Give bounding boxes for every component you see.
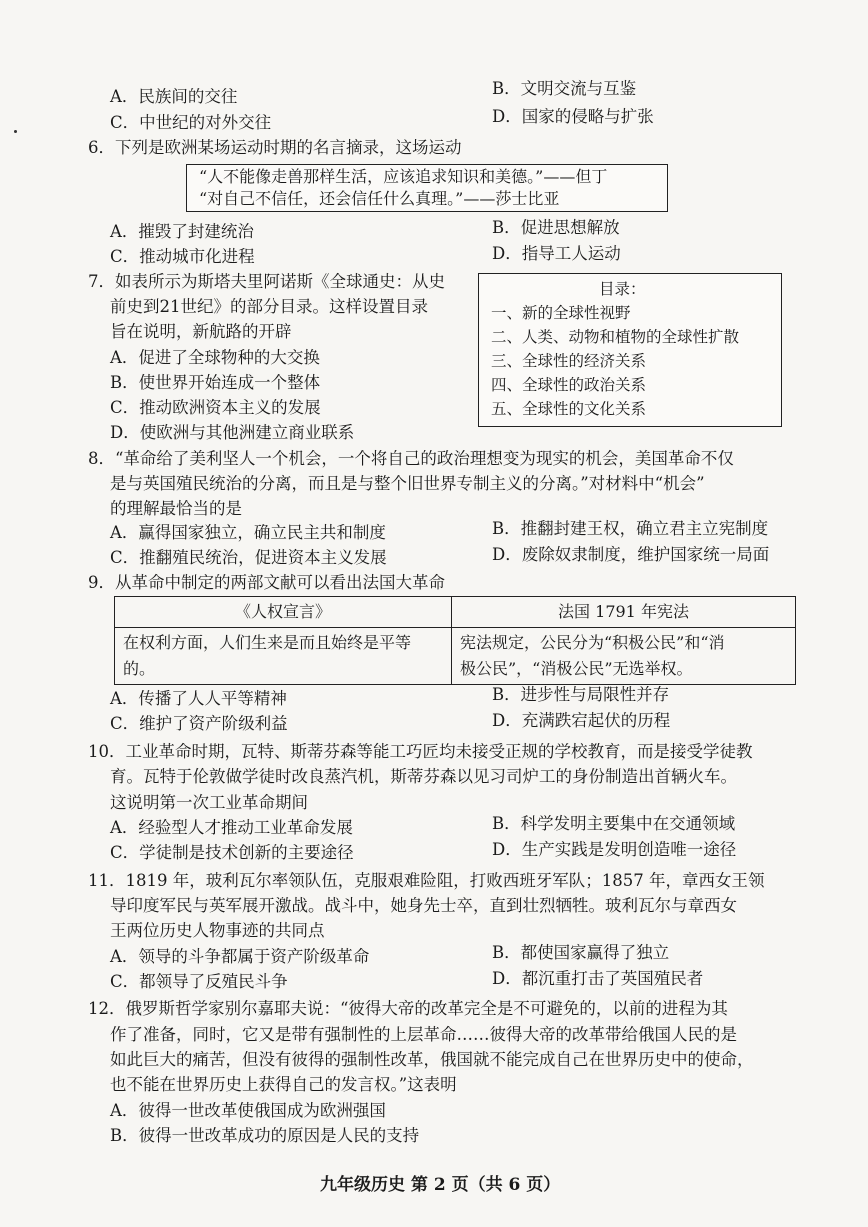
q7-stem-line2: 前史到21世纪》的部分目录。这样设置目录 <box>110 297 428 316</box>
q12-option-a: A．彼得一世改革使俄国成为欧洲强国 <box>110 1101 386 1120</box>
q8-option-d: D．废除奴隶制度，维护国家统一局面 <box>492 545 770 564</box>
q7-contents-item: 三、全球性的经济关系 <box>491 352 647 370</box>
q6-quote-shakespeare: “对自己不信任，还会信任什么真理。”——莎士比亚 <box>199 189 560 208</box>
q6-quote-dante: “人不能像走兽那样生活，应该追求知识和美德。”——但丁 <box>199 167 608 186</box>
q7-stem-line3: 旨在说明，新航路的开辟 <box>110 322 292 341</box>
q9-stem: 9．从革命中制定的两部文献可以看出法国大革命 <box>88 573 445 592</box>
q11-option-b: B．都使国家赢得了独立 <box>492 943 670 962</box>
scan-speck <box>14 130 17 133</box>
q7-option-b: B．使世界开始连成一个整体 <box>110 373 321 392</box>
q11-option-d: D．都沉重打击了英国殖民者 <box>492 969 704 988</box>
q5-option-d: D．国家的侵略与扩张 <box>492 107 654 126</box>
q10-option-b: B．科学发明主要集中在交通领域 <box>492 814 736 833</box>
table-row <box>115 628 796 685</box>
q6-option-c: C．推动城市化进程 <box>110 247 255 266</box>
q7-stem-line1: 7．如表所示为斯塔夫里阿诺斯《全球通史：从史 <box>88 272 445 291</box>
q6-quote-box <box>186 164 668 212</box>
q7-contents-item: 五、全球性的文化关系 <box>491 400 647 418</box>
table-row <box>115 597 796 628</box>
q9-option-b: B．进步性与局限性并存 <box>492 685 670 704</box>
q11-stem-line1: 11．1819 年，玻利瓦尔率领队伍，克服艰难险阻，打败西班牙军队；1857 年，章西女王领 <box>88 871 765 890</box>
q8-option-a: A．赢得国家独立，确立民主共和制度 <box>110 523 386 542</box>
q5-option-b: B．文明交流与互鉴 <box>492 79 637 98</box>
q9-col1-header: 《人权宣言》 <box>115 597 452 628</box>
q10-option-d: D．生产实践是发明创造唯一途径 <box>492 840 737 859</box>
q11-stem-line2: 导印度军民与英军展开激战。战斗中，她身先士卒，直到壮烈牺牲。玻利瓦尔与章西女 <box>110 896 737 915</box>
q9-col2-line2: 极公民”，“消极公民”无选举权。 <box>460 659 693 678</box>
q7-option-c: C．推动欧洲资本主义的发展 <box>110 398 321 417</box>
q8-stem-line2: 是与英国殖民统治的分离，而且是与整个旧世界专制主义的分离。”对材料中“机会” <box>110 474 705 493</box>
q12-stem-line1: 12．俄罗斯哲学家别尔嘉耶夫说：“彼得大帝的改革完全是不可避免的，以前的进程为其 <box>88 999 728 1018</box>
q10-stem-line3: 这说明第一次工业革命期间 <box>110 793 308 812</box>
q8-option-c: C．推翻殖民统治，促进资本主义发展 <box>110 548 387 567</box>
q9-option-a: A．传播了人人平等精神 <box>110 689 287 708</box>
q7-option-d: D．使欧洲与其他洲建立商业联系 <box>110 423 355 442</box>
q9-col1-cell <box>115 628 452 685</box>
q8-stem-line3: 的理解最恰当的是 <box>110 499 242 518</box>
page-footer: 九年级历史 第 2 页（共 6 页） <box>320 1175 561 1195</box>
q12-stem-line4: 也不能在世界历史上获得自己的发言权。”这表明 <box>110 1075 457 1094</box>
q7-contents-box <box>478 273 782 427</box>
q10-option-a: A．经验型人才推动工业革命发展 <box>110 818 353 837</box>
q11-stem-line3: 王两位历史人物事迹的共同点 <box>110 921 325 940</box>
q9-col1-line2: 的。 <box>123 659 156 678</box>
q9-col1-line1: 在权利方面，人们生来是而且始终是平等 <box>123 633 412 652</box>
q7-option-a: A．促进了全球物种的大交换 <box>110 348 320 367</box>
q9-option-d: D．充满跌宕起伏的历程 <box>492 711 671 730</box>
q7-contents-item: 四、全球性的政治关系 <box>491 376 647 394</box>
q9-col2-header: 法国 1791 年宪法 <box>452 597 796 628</box>
q7-contents-item: 一、新的全球性视野 <box>491 304 631 322</box>
q11-option-a: A．领导的斗争都属于资产阶级革命 <box>110 947 370 966</box>
q6-option-b: B．促进思想解放 <box>492 218 620 237</box>
q12-stem-line2: 作了准备，同时，它又是带有强制性的上层革命……彼得大帝的改革带给俄国人民的是 <box>110 1025 737 1044</box>
q10-option-c: C．学徒制是技术创新的主要途径 <box>110 843 354 862</box>
q11-option-c: C．都领导了反殖民斗争 <box>110 972 288 991</box>
q10-stem-line1: 10．工业革命时期，瓦特、斯蒂芬森等能工巧匠均未接受正规的学校教育，而是接受学徒教 <box>88 742 753 761</box>
q5-option-c: C．中世纪的对外交往 <box>110 113 272 132</box>
q7-contents-title: 目录： <box>599 280 646 298</box>
q9-option-c: C．维护了资产阶级利益 <box>110 714 288 733</box>
q12-stem-line3: 如此巨大的痛苦，但没有彼得的强制性改革，俄国就不能完成自己在世界历史中的使命， <box>110 1050 754 1069</box>
q8-option-b: B．推翻封建王权，确立君主立宪制度 <box>492 519 769 538</box>
q9-col2-line1: 宪法规定，公民分为“积极公民”和“消 <box>460 633 725 652</box>
q9-documents-table <box>114 596 796 685</box>
q5-option-a: A．民族间的交往 <box>110 87 238 106</box>
q9-col2-cell <box>452 628 796 685</box>
q6-option-a: A．摧毁了封建统治 <box>110 222 254 241</box>
q12-option-b: B．彼得一世改革成功的原因是人民的支持 <box>110 1126 420 1145</box>
q6-option-d: D．指导工人运动 <box>492 244 621 263</box>
q6-stem: 6．下列是欧洲某场运动时期的名言摘录，这场运动 <box>88 138 462 157</box>
q7-contents-item: 二、人类、动物和植物的全球性扩散 <box>491 328 740 346</box>
q8-stem-line1: 8．“革命给了美利坚人一个机会，一个将自己的政治理想变为现实的机会，美国革命不仅 <box>88 449 734 468</box>
q10-stem-line2: 育。瓦特于伦敦做学徒时改良蒸汽机，斯蒂芬森以见习司炉工的身份制造出首辆火车。 <box>110 767 737 786</box>
